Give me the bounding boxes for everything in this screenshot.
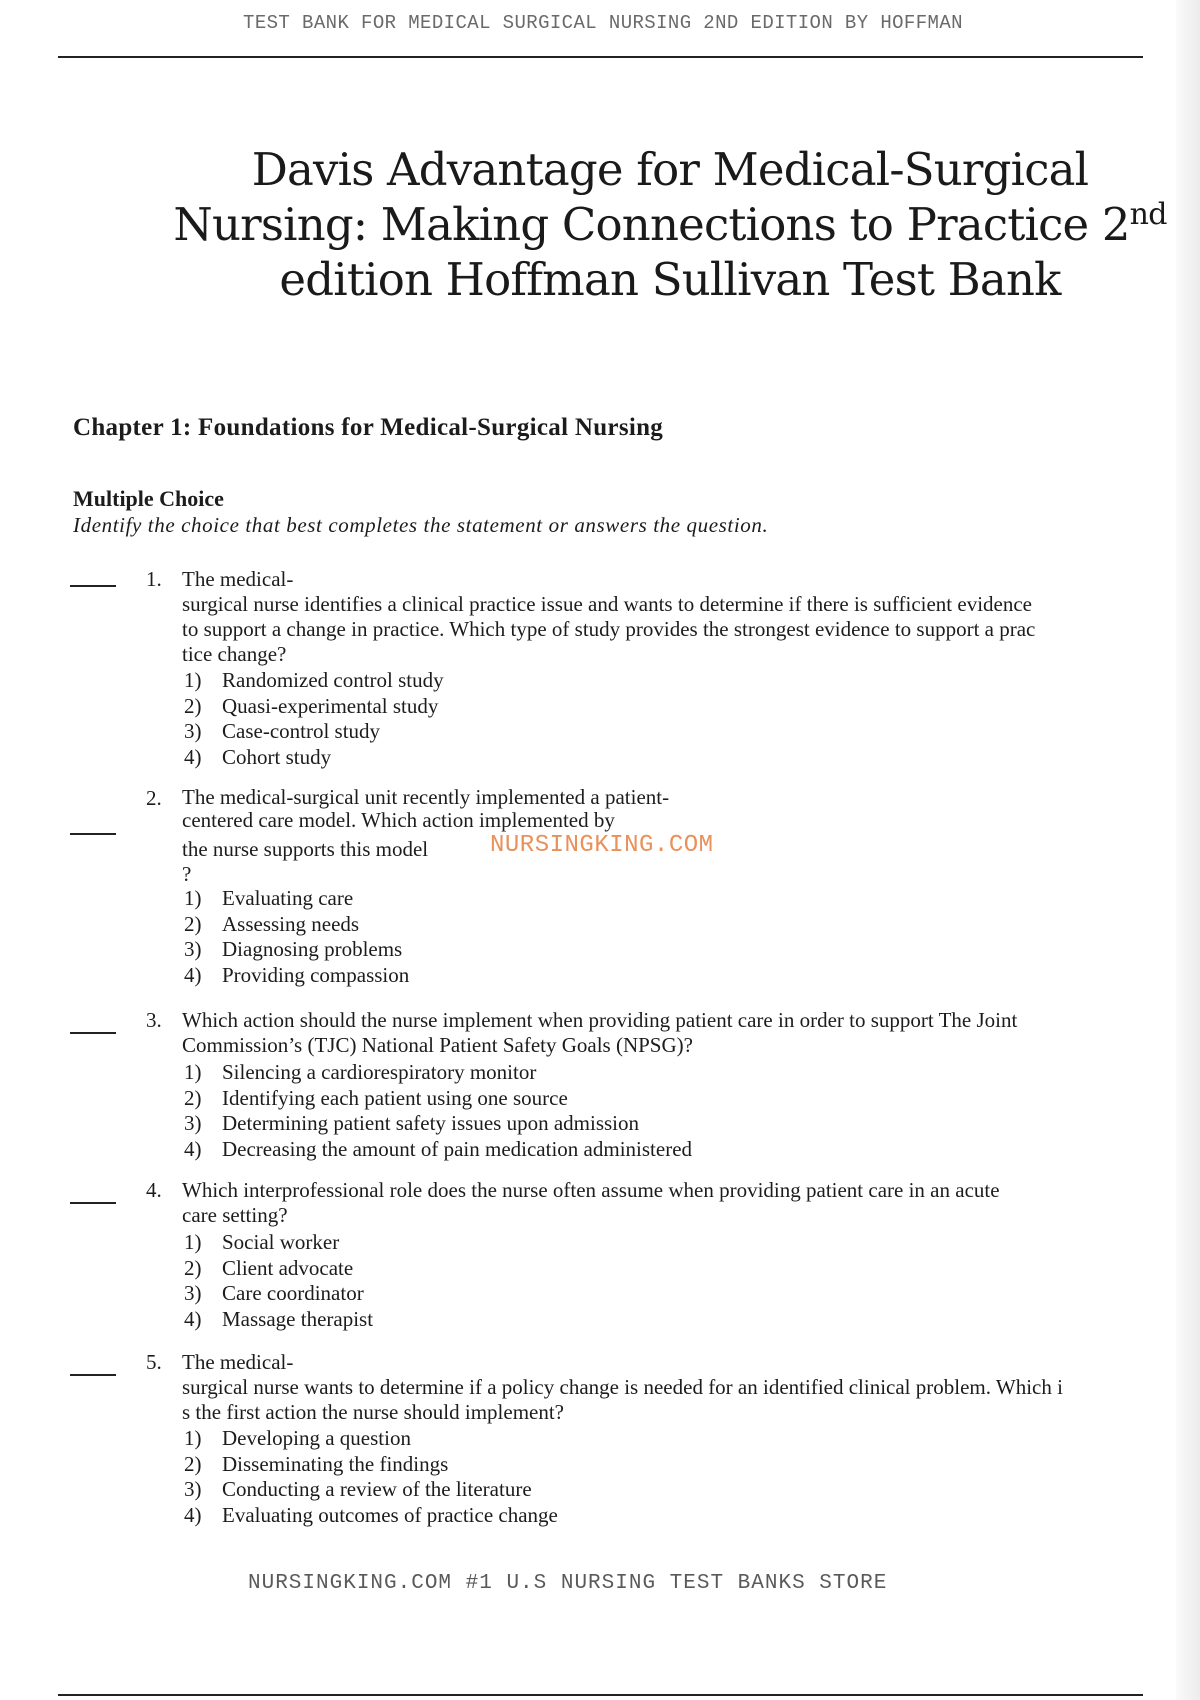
answer-options	[184, 886, 409, 988]
question-number: 5.	[146, 1350, 162, 1374]
stem-line: tice change?	[182, 642, 287, 666]
question-number: 2.	[146, 786, 162, 810]
title-line-1: Davis Advantage for Medical-Surgical	[251, 143, 1089, 196]
answer-options	[184, 1230, 373, 1332]
answer-option[interactable]: 3) Care coordinator	[184, 1281, 364, 1305]
answer-option[interactable]: 2) Disseminating the findings	[184, 1451, 449, 1476]
answer-options	[184, 668, 444, 770]
answer-option[interactable]: 3) Determining patient safety issues upon admission	[184, 1111, 640, 1135]
store-footer: NURSINGKING.COM #1 U.S NURSING TEST BANKS STORE	[248, 1572, 888, 1595]
question-3	[70, 1008, 1160, 1168]
answer-blank[interactable]	[70, 1374, 116, 1376]
section-title: Multiple Choice	[73, 486, 224, 511]
answer-option[interactable]: 2) Client advocate	[184, 1255, 354, 1280]
question-2	[70, 786, 1160, 991]
title-line-3: edition Hoffman Sullivan Test Bank	[279, 253, 1061, 306]
question-1	[70, 567, 1160, 772]
answer-option[interactable]: 1) Social worker	[184, 1230, 340, 1254]
page-edge-shadow	[1176, 0, 1200, 1700]
answer-blank[interactable]	[70, 833, 116, 835]
title-line-2: Nursing: Making Connections to Practice 2	[173, 198, 1130, 251]
stem-line: The medical-surgical unit recently implemented a patient-	[182, 785, 670, 809]
watermark-inline: NURSINGKING.COM	[490, 832, 714, 859]
answer-options	[184, 1426, 558, 1528]
answer-blank[interactable]	[70, 1032, 116, 1034]
question-stem	[182, 1008, 1017, 1058]
question-number: 3.	[146, 1008, 162, 1032]
question-stem	[182, 1178, 1000, 1228]
stem-line: the nurse supports this model	[182, 837, 429, 861]
answer-options	[184, 1060, 692, 1162]
answer-option[interactable]: 3) Conducting a review of the literature	[184, 1477, 532, 1501]
stem-line: Which interprofessional role does the nurse often assume when providing patient care in an acute	[182, 1178, 1000, 1202]
document-title	[170, 142, 1170, 307]
stem-line: s the first action the nurse should implement?	[182, 1400, 564, 1424]
answer-blank[interactable]	[70, 585, 116, 587]
answer-option[interactable]: 2) Identifying each patient using one source	[184, 1085, 568, 1110]
answer-option[interactable]: 1) Evaluating care	[184, 886, 354, 910]
answer-option[interactable]: 1) Silencing a cardiorespiratory monitor	[184, 1060, 537, 1084]
answer-option[interactable]: 4) Evaluating outcomes of practice change	[184, 1502, 558, 1527]
answer-option[interactable]: 4) Providing compassion	[184, 962, 410, 987]
answer-option[interactable]: 4) Decreasing the amount of pain medication administered	[184, 1136, 693, 1161]
running-header: TEST BANK FOR MEDICAL SURGICAL NURSING 2ND EDITION BY HOFFMAN	[243, 12, 963, 34]
stem-line: ?	[182, 862, 192, 886]
stem-line: surgical nurse wants to determine if a policy change is needed for an identified clinical problem. Which i	[182, 1375, 1063, 1399]
question-number: 4.	[146, 1178, 162, 1202]
question-5	[70, 1350, 1160, 1535]
stem-line: to support a change in practice. Which type of study provides the strongest evidence to support a prac	[182, 617, 1036, 641]
header-divider	[58, 56, 1143, 58]
answer-option[interactable]: 1) Randomized control study	[184, 668, 444, 692]
stem-line: The medical-	[182, 1350, 294, 1374]
answer-option[interactable]: 2) Quasi-experimental study	[184, 693, 439, 718]
answer-option[interactable]: 4) Massage therapist	[184, 1306, 374, 1331]
title-superscript: nd	[1129, 197, 1167, 232]
stem-line: Commission’s (TJC) National Patient Safety Goals (NPSG)?	[182, 1033, 693, 1057]
question-stem	[182, 1350, 1063, 1425]
footer-divider	[58, 1694, 1143, 1696]
stem-line: Which action should the nurse implement when providing patient care in order to support The Joint	[182, 1008, 1018, 1032]
chapter-title: Chapter 1: Foundations for Medical-Surgical Nursing	[73, 414, 664, 441]
answer-option[interactable]: 1) Developing a question	[184, 1426, 411, 1450]
instructions: Identify the choice that best completes the statement or answers the question.	[73, 513, 769, 537]
stem-line: care setting?	[182, 1203, 288, 1227]
stem-line: centered care model. Which action implemented by	[182, 808, 615, 832]
answer-option[interactable]: 3) Case-control study	[184, 719, 381, 743]
stem-line: surgical nurse identifies a clinical practice issue and wants to determine if there is sufficient evidence	[182, 592, 1032, 616]
answer-option[interactable]: 2) Assessing needs	[184, 911, 360, 936]
answer-blank[interactable]	[70, 1202, 116, 1204]
question-number: 1.	[146, 567, 162, 591]
question-4	[70, 1178, 1160, 1338]
question-stem	[182, 567, 1035, 667]
answer-option[interactable]: 4) Cohort study	[184, 744, 332, 769]
answer-option[interactable]: 3) Diagnosing problems	[184, 937, 403, 961]
stem-line: The medical-	[182, 567, 294, 591]
